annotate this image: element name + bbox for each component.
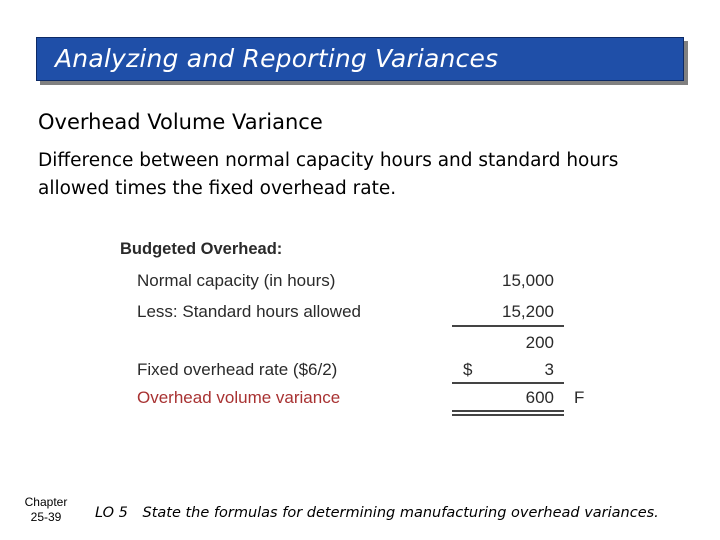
lo-text: State the formulas for determining manufacturing overhead variances. (142, 505, 659, 521)
chapter-label: Chapter (24, 495, 68, 509)
row-value-difference: 200 (525, 333, 554, 352)
row-label-standard-hours: Less: Standard hours allowed (137, 302, 361, 321)
title-bar (36, 37, 684, 81)
total-rule (452, 382, 564, 384)
row-value-normal-capacity: 15,000 (502, 271, 554, 290)
slide-title: Analyzing and Reporting Variances (55, 44, 499, 73)
row-currency-overhead-rate: $ (463, 360, 473, 379)
description-line-2: allowed times the fixed overhead rate. (38, 178, 397, 199)
row-value-standard-hours: 15,200 (502, 302, 554, 321)
row-label-normal-capacity: Normal capacity (in hours) (137, 271, 336, 290)
section-subtitle: Overhead Volume Variance (38, 110, 323, 134)
description-line-1: Difference between normal capacity hours and standard hours (38, 150, 619, 171)
subtotal-rule (452, 325, 564, 327)
budget-heading: Budgeted Overhead: (120, 240, 283, 258)
row-value-overhead-rate: 3 (544, 360, 554, 379)
chapter-page: 25-39 (30, 510, 62, 524)
row-suffix-favorable: F (574, 388, 585, 407)
double-rule-bottom (452, 414, 564, 416)
chapter-label-block (14, 495, 78, 525)
lo-label: LO 5 (95, 505, 128, 521)
row-label-volume-variance: Overhead volume variance (137, 388, 341, 407)
row-label-overhead-rate: Fixed overhead rate ($6/2) (137, 360, 338, 379)
section-description (38, 147, 698, 203)
learning-objective (95, 505, 659, 521)
double-rule-top (452, 410, 564, 412)
row-value-volume-variance: 600 (525, 388, 554, 407)
